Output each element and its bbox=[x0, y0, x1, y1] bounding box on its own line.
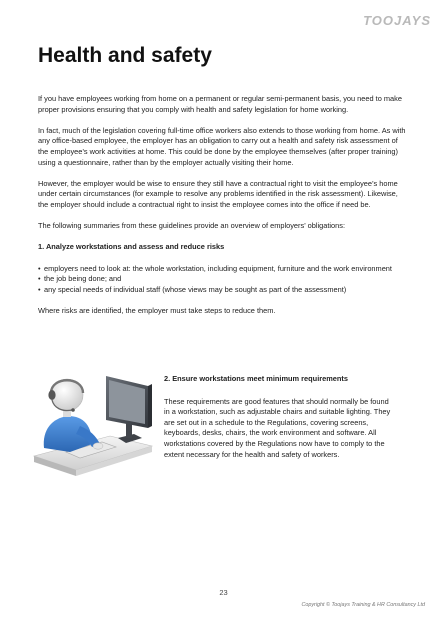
list-item-text: the job being done; and bbox=[44, 274, 122, 284]
person-at-computer-icon bbox=[30, 364, 156, 482]
bullet-icon: • bbox=[38, 274, 41, 284]
section-2-heading: 2. Ensure workstations meet minimum requirements bbox=[164, 374, 348, 383]
list-item bbox=[38, 274, 408, 285]
list-item bbox=[38, 285, 408, 296]
copyright-notice: Copyright © Toojays Training & HR Consultancy Ltd bbox=[301, 602, 425, 608]
brand-logo: TOOJAYS bbox=[363, 13, 431, 28]
main-body bbox=[38, 94, 408, 327]
paragraph: In fact, much of the legislation covering full-time office workers also extends to those working from home. As with any office-based employee, the employer has an obligation to carry out a health and safety risk assessment of the employee’s work activities at home. This could be done by the employee themselves (after proper training) using a questionnaire, rather than by the employer actually visiting their home. bbox=[38, 125, 406, 167]
bullet-icon: • bbox=[38, 284, 41, 294]
paragraph: If you have employees working from home on a permanent or regular semi-permanent basis, you need to make proper provisions ensuring that you comply with health and safety legislation for home working. bbox=[38, 94, 402, 114]
section-1-closing: Where risks are identified, the employer must take steps to reduce them. bbox=[38, 305, 276, 315]
section-2-text: These requirements are good features that should normally be found in a workstation, such as adjustable chairs and suitable lighting. They are set out in a schedule to the Regulations, covering screens, keyboards, desks, chairs, the work environment and software. All workstations covered by the Regulations now have to comply to the extent necessary for the health and safety of workers. bbox=[164, 396, 391, 459]
bullet-icon: • bbox=[38, 263, 41, 273]
list-item-text: any special needs of individual staff (whose views may be sought as part of the assessment) bbox=[44, 284, 347, 294]
bullet-list bbox=[38, 264, 408, 296]
paragraph: The following summaries from these guidelines provide an overview of employers’ obligations: bbox=[38, 221, 345, 231]
section-2 bbox=[164, 374, 394, 460]
paragraph: However, the employer would be wise to ensure they still have a contractual right to visit the employee’s home under certain circumstances (for example to resolve any problems identified in the risk assessment). Likewise, the employer should include a contractual right to insist the employee comes into the office if need be. bbox=[38, 178, 398, 209]
page-title: Health and safety bbox=[38, 44, 212, 67]
section-1-heading: 1. Analyze workstations and assess and reduce risks bbox=[38, 242, 225, 252]
list-item-text: employers need to look at: the whole workstation, including equipment, furniture and the work environment bbox=[44, 263, 392, 273]
list-item bbox=[38, 264, 408, 275]
page-number: 23 bbox=[219, 588, 228, 597]
